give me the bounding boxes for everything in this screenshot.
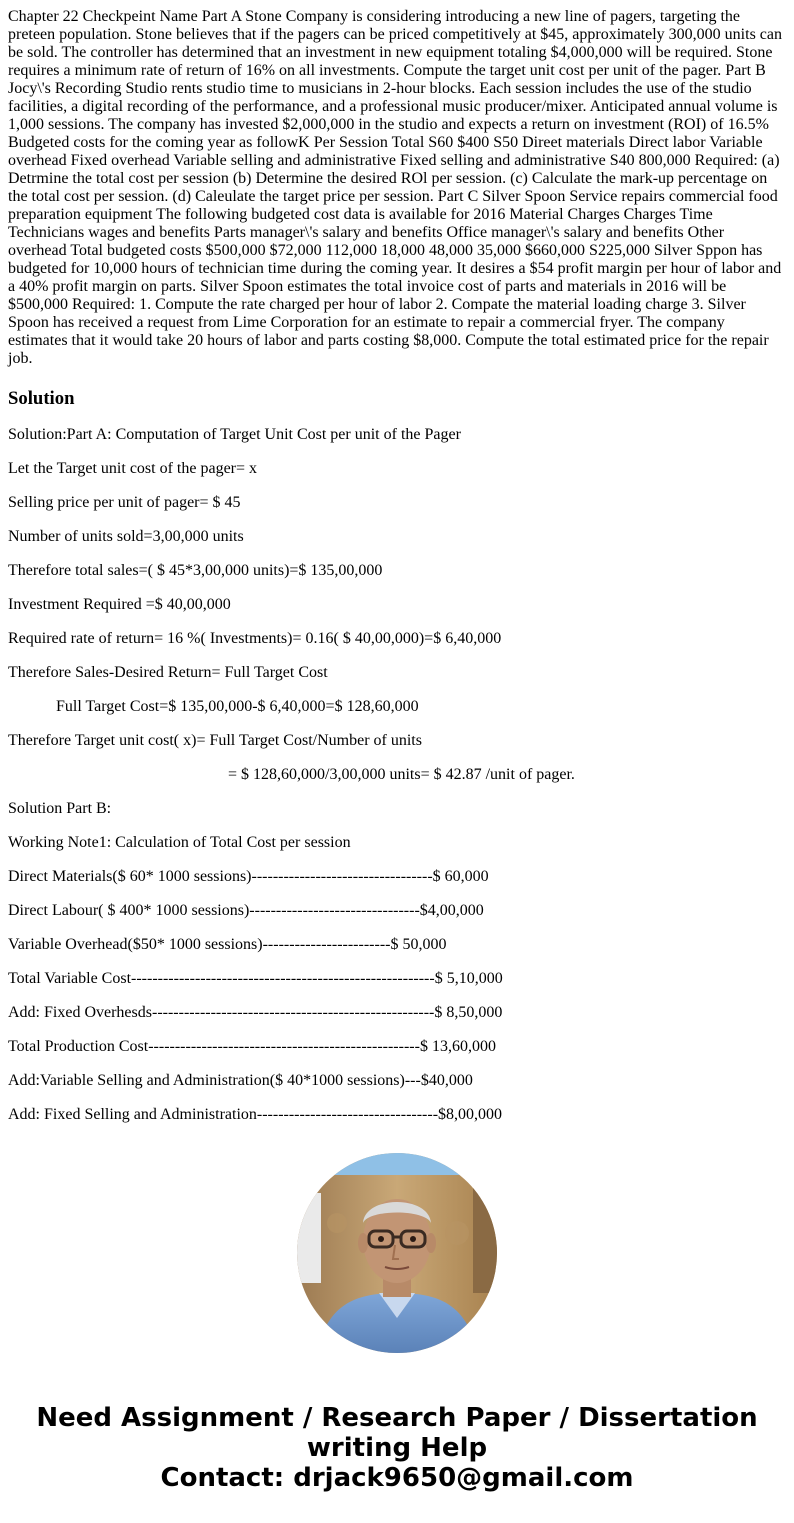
solution-line: Solution Part B: [8,800,112,817]
solution-line: Add:Variable Selling and Administration($ 40*1000 sessions)---$40,000 [8,1072,473,1089]
solution-line: Direct Labour( $ 400* 1000 sessions)--------------------------------$4,00,000 [8,902,484,919]
solution-line: Add: Fixed Overhesds-----------------------------------------------------$ 8,50,000 [8,1004,503,1021]
question-text: Chapter 22 Checkpeint Name Part A Stone Company is considering introducing a new line of pagers, targeting the preteen population. Stone believes that if the pagers can be priced competitively at $45, approximately 300,000 units can be sold. The controller has determined that an investment in new equipment totaling $4,000,000 will be required. Stone requires a minimum rate of return of 16% on all investments. Compute the target unit cost per unit of the pager. Part B Jocy\'s Recording Studio rents studio time to musicians in 2-hour blocks. Each session includes the use of the studio facilities, a digital recording of the performance, and a professional music producer/mixer. Anticipated annual volume is 1,000 sessions. The company has invested $2,000,000 in the studio and expects a return on investment (ROI) of 16.5% Budgeted costs for the coming year as followK Per Session Total S60 $400 S50 Direet materials Direct labor Variable overhead Fixed overhead Variable selling and administrative Fixed selling and administrative S40 800,000 Required: (a) Detrmine the total cost per session (b) Determine the desired ROl per session. (c) Calculate the mark-up percentage on the total cost per session. (d) Caleulate the target price per session. Part C Silver Spoon Service repairs commercial food preparation equipment The following budgeted cost data is available for 2016 Material Charges Charges Time Technicians wages and benefits Parts manager\'s salary and benefits Office manager\'s salary and benefits Other overhead Total budgeted costs $500,000 $72,000 112,000 18,000 48,000 35,000 $660,000 S225,000 Silver Sppon has budgeted for 10,000 hours of technician time during the coming year. It desires a $54 profit margin per hour of labor and a 40% profit margin on parts. Silver Spoon estimates the total invoice cost of parts and materials in 2016 will be $500,000 Required: 1. Compute the rate charged per hour of labor 2. Compate the material loading charge 3. Silver Spoon has received a request from Lime Corporation for an estimate to repair a commercial fryer. The company estimates that it would take 20 hours of labor and parts costing $8,000. Compute the total estimated price for the repair job. [8,8,782,367]
promo-contact: Contact: drjack9650@gmail.com [160,1463,634,1493]
solution-line: Selling price per unit of pager= $ 45 [8,494,241,511]
solution-body [8,426,786,1124]
author-photo-icon [297,1153,497,1353]
solution-line: Full Target Cost=$ 135,00,000-$ 6,40,000=$ 128,60,000 [56,698,419,715]
solution-line: Therefore Sales-Desired Return= Full Target Cost [8,664,328,681]
solution-line: Therefore Target unit cost( x)= Full Target Cost/Number of units [8,732,422,749]
solution-line: Let the Target unit cost of the pager= x [8,460,258,477]
solution-line: Variable Overhead($50* 1000 sessions)------------------------$ 50,000 [8,936,447,953]
solution-line: Total Production Cost---------------------------------------------------$ 13,60,000 [8,1038,496,1055]
promo-line: writing Help [306,1433,488,1463]
solution-line: Total Variable Cost---------------------------------------------------------$ 5,10,000 [8,970,503,987]
solution-line: Required rate of return= 16 %( Investments)= 0.16( $ 40,00,000)=$ 6,40,000 [8,630,502,647]
solution-line: Investment Required =$ 40,00,000 [8,596,231,613]
solution-line: Number of units sold=3,00,000 units [8,528,244,545]
author-avatar [297,1153,497,1353]
promo-banner [0,1403,794,1493]
solution-line: = $ 128,60,000/3,00,000 units= $ 42.87 /unit of pager. [228,766,575,783]
promo-line: Need Assignment / Research Paper / Dissertation [36,1403,758,1433]
solution-line: Direct Materials($ 60* 1000 sessions)----------------------------------$ 60,000 [8,868,489,885]
solution-line: Therefore total sales=( $ 45*3,00,000 units)=$ 135,00,000 [8,562,383,579]
content-fade-cut [0,1124,794,1144]
solution-line: Solution:Part A: Computation of Target Unit Cost per unit of the Pager [8,426,461,443]
solution-line: Working Note1: Calculation of Total Cost per session [8,834,351,851]
solution-heading: Solution [8,388,75,409]
solution-line: Add: Fixed Selling and Administration----------------------------------$8,00,000 [8,1106,503,1123]
